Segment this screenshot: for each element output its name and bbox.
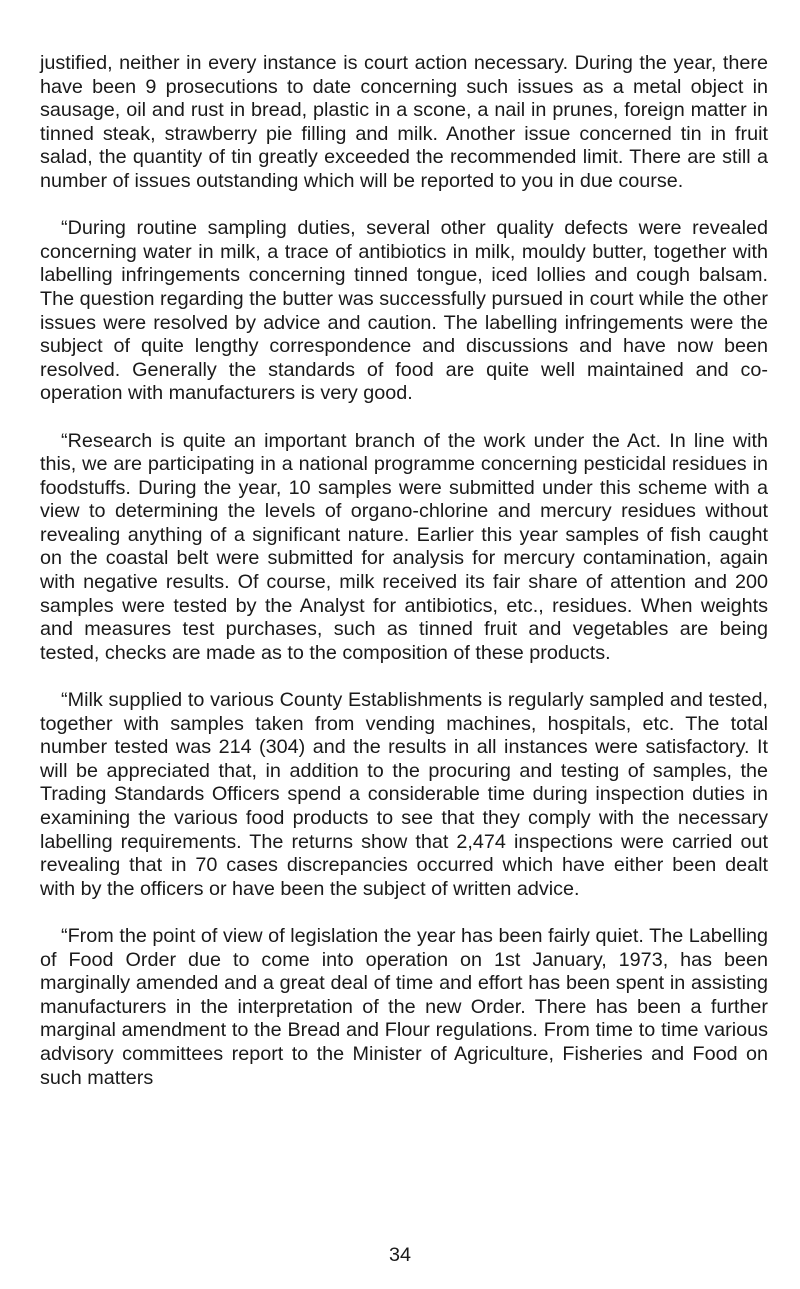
- paragraph-2: “During routine sampling duties, several other quality defects were revealed concerning water in milk, a trace of antibiotics in milk, mouldy butter, together with labelling infringements concerning tinned tongue, iced lollies and cough balsam. The question regarding the butter was successfully pursued in court while the other issues were resolved by advice and caution. The labelling infringements were the subject of quite lengthy correspondence and discussions and have now been resolved. Generally the standards of food are quite well maintained and co-operation with manufacturers is very good.: [40, 217, 768, 405]
- paragraph-4: “Milk supplied to various County Establishments is regularly sampled and tested, together with samples taken from vending machines, hospitals, etc. The total number tested was 214 (304) and the results in all instances were satisfactory. It will be appreciated that, in addition to the procuring and testing of samples, the Trading Standards Officers spend a considerable time during inspection duties in examining the various food products to see that they comply with the necessary labelling requirements. The returns show that 2,474 inspections were carried out revealing that in 70 cases discrepancies occurred which have either been dealt with by the officers or have been the subject of written advice.: [40, 689, 768, 900]
- paragraph-5: “From the point of view of legislation the year has been fairly quiet. The Labelling of Food Order due to come into operation on 1st January, 1973, has been marginally amended and a great deal of time and effort has been spent in assisting manufacturers in the interpretation of the new Order. There has been a further marginal amendment to the Bread and Flour regulations. From time to time various advisory committees report to the Minister of Agriculture, Fisheries and Food on such matters: [40, 924, 768, 1089]
- paragraph-1: justified, neither in every instance is court action necessary. During the year, there have been 9 prosecutions to date concerning such issues as a metal object in sausage, oil and rust in bread, plastic in a scone, a nail in prunes, foreign matter in tinned steak, strawberry pie filling and milk. Another issue concerned tin in fruit salad, the quantity of tin greatly exceeded the recommended limit. There are still a number of issues outstanding which will be reported to you in due course.: [40, 52, 768, 192]
- page-number: 34: [388, 1244, 411, 1266]
- paragraph-3: “Research is quite an important branch of the work under the Act. In line with this, we are participating in a national programme concerning pesticidal residues in foodstuffs. During the year, 10 samples were submitted under this scheme with a view to determining the levels of organo-chlorine and mercury residues without revealing anything of a significant nature. Earlier this year samples of fish caught on the coastal belt were submitted for analysis for mercury contamination, again with negative results. Of course, milk received its fair share of attention and 200 samples were tested by the Analyst for antibiotics, etc., residues. When weights and measures test purchases, such as tinned fruit and vegetables are being tested, checks are made as to the composition of these products.: [40, 429, 768, 664]
- document-body: [40, 52, 768, 1090]
